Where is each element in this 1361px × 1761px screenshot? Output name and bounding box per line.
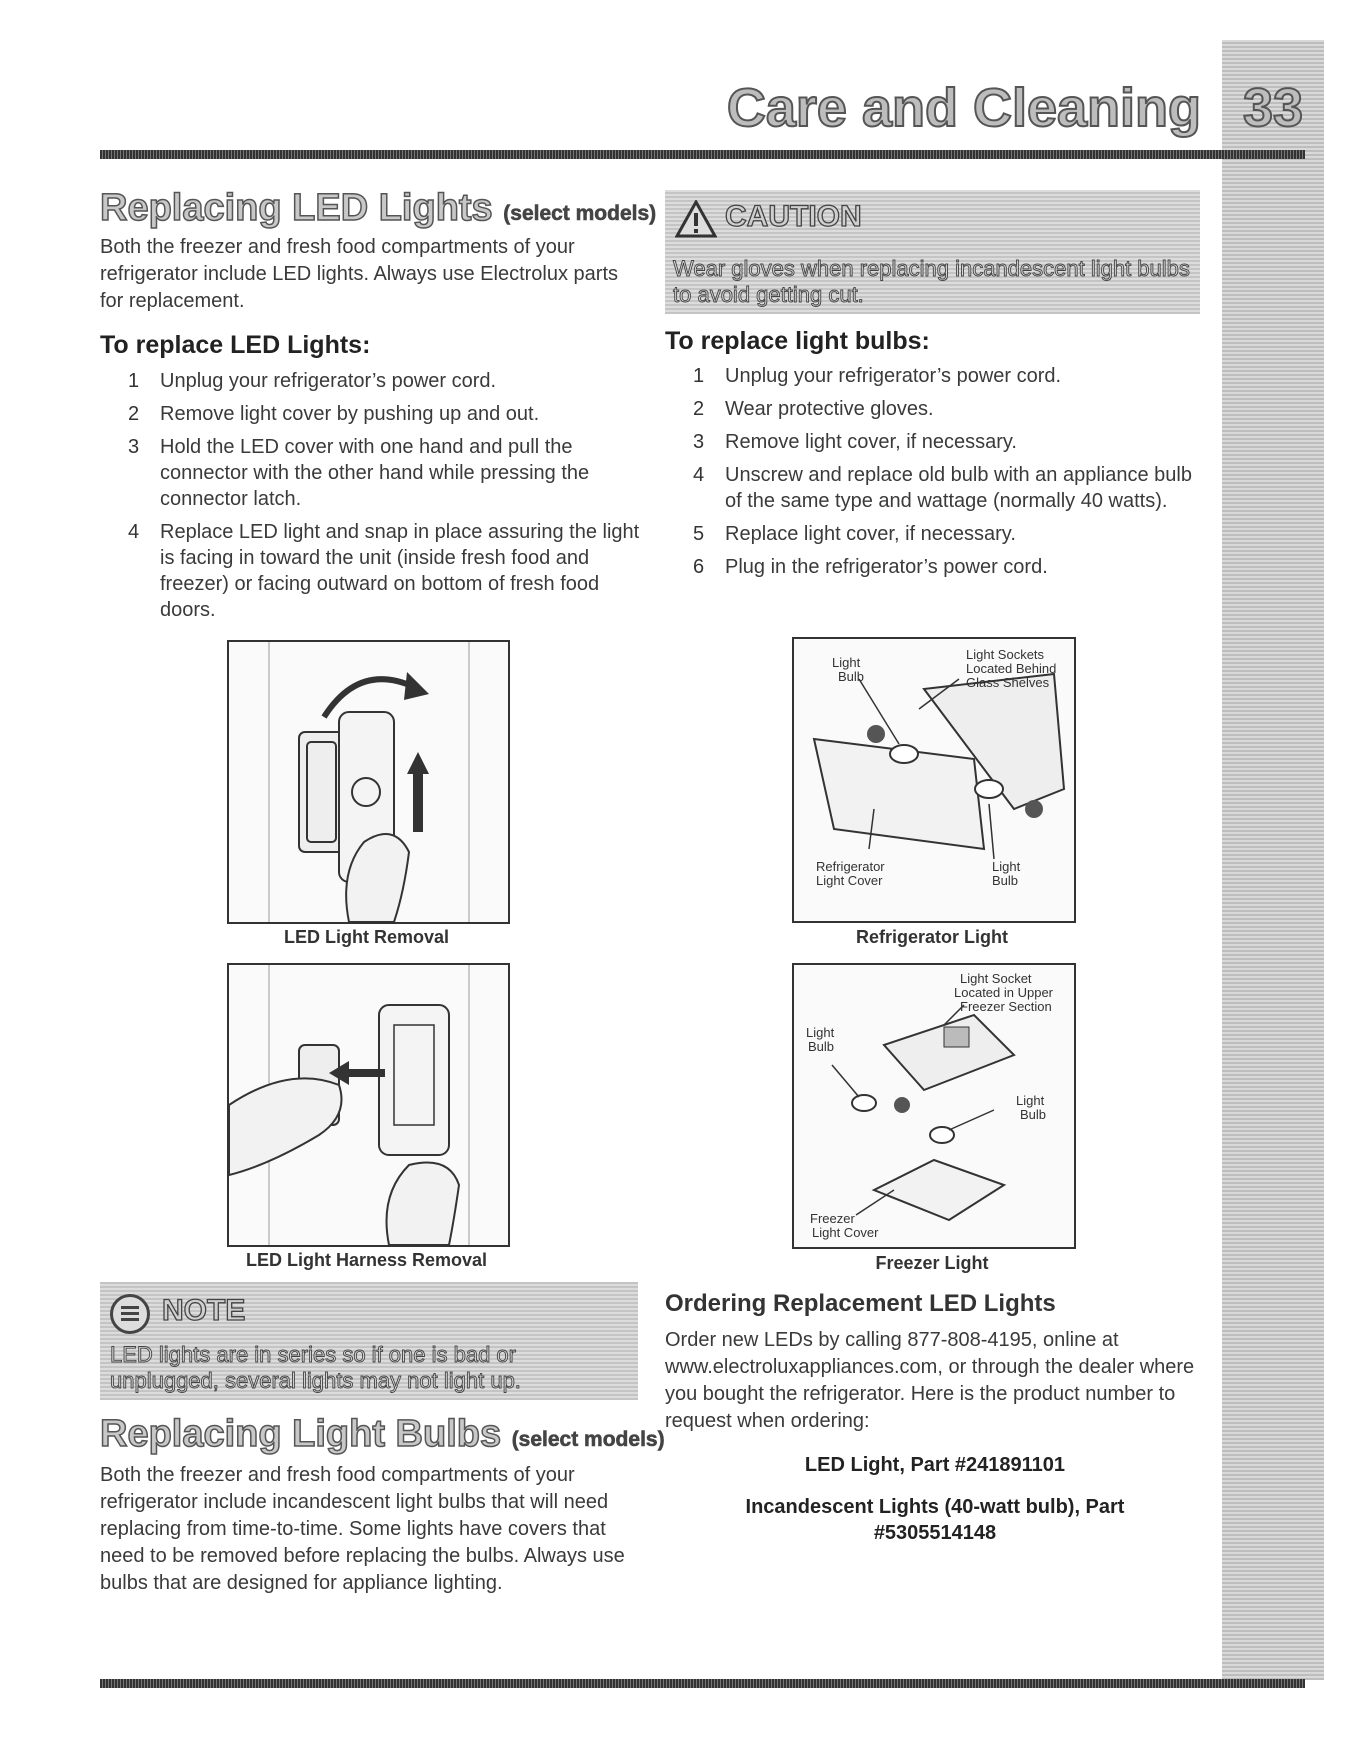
header-rule	[100, 150, 1305, 159]
label-socket-1: Light Socket	[960, 971, 1032, 986]
bulb-section-title-text: Replacing Light Bulbs	[100, 1413, 502, 1455]
led-section-title-note: (select models)	[503, 202, 657, 225]
bulb-section-title-note: (select models)	[511, 1428, 665, 1451]
freezer-light-caption: Freezer Light	[875, 1253, 989, 1273]
led-harness-removal-caption: LED Light Harness Removal	[245, 1250, 488, 1270]
step-number: 3	[693, 431, 705, 453]
step-text: Unplug your refrigerator’s power cord.	[725, 365, 1062, 387]
caution-callout	[665, 190, 1200, 314]
label-socket-3: Freezer Section	[960, 999, 1052, 1014]
refrigerator-light-caption: Refrigerator Light	[855, 927, 1008, 947]
note-callout	[100, 1282, 638, 1400]
bulb-intro: Both the freezer and fresh food compartments of your refrigerator include incandescent light bulbs that will need replacing from time-to-time. Some lights have covers that need to be removed before replacing the bulbs. Always use bulbs that are designed for appliance lighting.	[100, 1464, 625, 1594]
incandescent-part-line1: Incandescent Lights (40-watt bulb), Part	[745, 1496, 1125, 1518]
label-light-2: Light	[992, 859, 1021, 874]
list-item	[665, 521, 1205, 547]
led-harness-removal-illustration	[227, 963, 510, 1247]
step-text: Wear protective gloves.	[725, 398, 934, 420]
step-text: Remove light cover by pushing up and out.	[160, 403, 540, 425]
bulb-steps-heading: To replace light bulbs:	[665, 327, 930, 355]
label-bulb: Bulb	[808, 1039, 835, 1054]
refrigerator-light-illustration	[792, 637, 1076, 923]
bulb-section-title	[100, 1412, 665, 1462]
led-light-removal-illustration	[227, 640, 510, 924]
note-text: LED lights are in series so if one is bad or unplugged, several lights may not light up.	[110, 1342, 521, 1393]
label-cover-1: Refrigerator	[816, 859, 885, 874]
list-item	[665, 462, 1205, 514]
ordering-title: Ordering Replacement LED Lights	[665, 1290, 1056, 1317]
led-light-removal-caption: LED Light Removal	[283, 927, 449, 947]
step-text: Hold the LED cover with one hand and pull the connector with the other hand while pressing the connector latch.	[160, 436, 590, 510]
step-number: 4	[128, 521, 140, 543]
led-steps-list	[100, 368, 645, 630]
label-light-2: Light	[1016, 1093, 1045, 1108]
label-sockets-2: Located Behind	[966, 661, 1057, 676]
freezer-light-illustration	[792, 963, 1076, 1249]
label-socket-2: Located in Upper	[954, 985, 1054, 1000]
label-light: Light	[806, 1025, 835, 1040]
list-item	[100, 401, 645, 427]
label-sockets-3: Glass Shelves	[966, 675, 1050, 690]
led-steps-heading: To replace LED Lights:	[100, 331, 371, 359]
incandescent-part-line2: #5305514148	[873, 1522, 997, 1544]
step-text: Unscrew and replace old bulb with an appliance bulb of the same type and wattage (normally 40 watts).	[725, 464, 1192, 512]
label-light: Light	[832, 655, 861, 670]
caution-heading: CAUTION	[725, 200, 862, 233]
step-text: Remove light cover, if necessary.	[725, 431, 1017, 453]
step-text: Unplug your refrigerator’s power cord.	[160, 370, 497, 392]
note-icon	[110, 1294, 150, 1334]
page-edge-tab	[1222, 40, 1324, 1680]
list-item	[100, 519, 645, 623]
step-text: Replace LED light and snap in place assuring the light is facing in toward the unit (inside fresh food and freezer) or facing outward on bottom of fresh food doors.	[160, 521, 640, 621]
list-item	[665, 554, 1205, 580]
led-section-title	[100, 186, 656, 236]
footer-rule	[100, 1679, 1305, 1688]
label-cover-1: Freezer	[810, 1211, 855, 1226]
label-sockets-1: Light Sockets	[966, 647, 1045, 662]
step-text: Replace light cover, if necessary.	[725, 523, 1016, 545]
list-item	[100, 368, 645, 394]
warning-triangle-icon	[675, 200, 717, 238]
list-item	[665, 429, 1205, 455]
label-bulb-2: Bulb	[992, 873, 1019, 888]
label-cover-2: Light Cover	[812, 1225, 879, 1240]
led-part-number: LED Light, Part #241891101	[804, 1454, 1066, 1476]
step-number: 5	[693, 523, 705, 545]
step-number: 2	[128, 403, 140, 425]
led-intro: Both the freezer and fresh food compartments of your refrigerator include LED lights. Always use Electrolux parts for replacement.	[100, 236, 619, 312]
step-number: 2	[693, 398, 705, 420]
list-item	[100, 434, 645, 512]
caution-text: Wear gloves when replacing incandescent light bulbs to avoid getting cut.	[673, 256, 1190, 307]
step-text: Plug in the refrigerator’s power cord.	[725, 556, 1048, 578]
label-bulb-2: Bulb	[1020, 1107, 1047, 1122]
led-section-title-text: Replacing LED Lights	[100, 187, 493, 229]
step-number: 1	[128, 370, 140, 392]
step-number: 6	[693, 556, 705, 578]
page-number: 33	[1242, 78, 1304, 138]
label-bulb: Bulb	[838, 669, 865, 684]
ordering-text: Order new LEDs by calling 877-808-4195, online at www.electroluxappliances.com, or through the dealer where you bought the refrigerator. Here is the product number to request when ordering:	[665, 1329, 1195, 1432]
step-number: 4	[693, 464, 705, 486]
note-heading: NOTE	[162, 1294, 246, 1327]
step-number: 3	[128, 436, 140, 458]
list-item	[665, 396, 1205, 422]
page-title: Care and Cleaning	[726, 78, 1201, 138]
bulb-steps-list	[665, 363, 1205, 587]
label-cover-2: Light Cover	[816, 873, 883, 888]
list-item	[665, 363, 1205, 389]
step-number: 1	[693, 365, 705, 387]
